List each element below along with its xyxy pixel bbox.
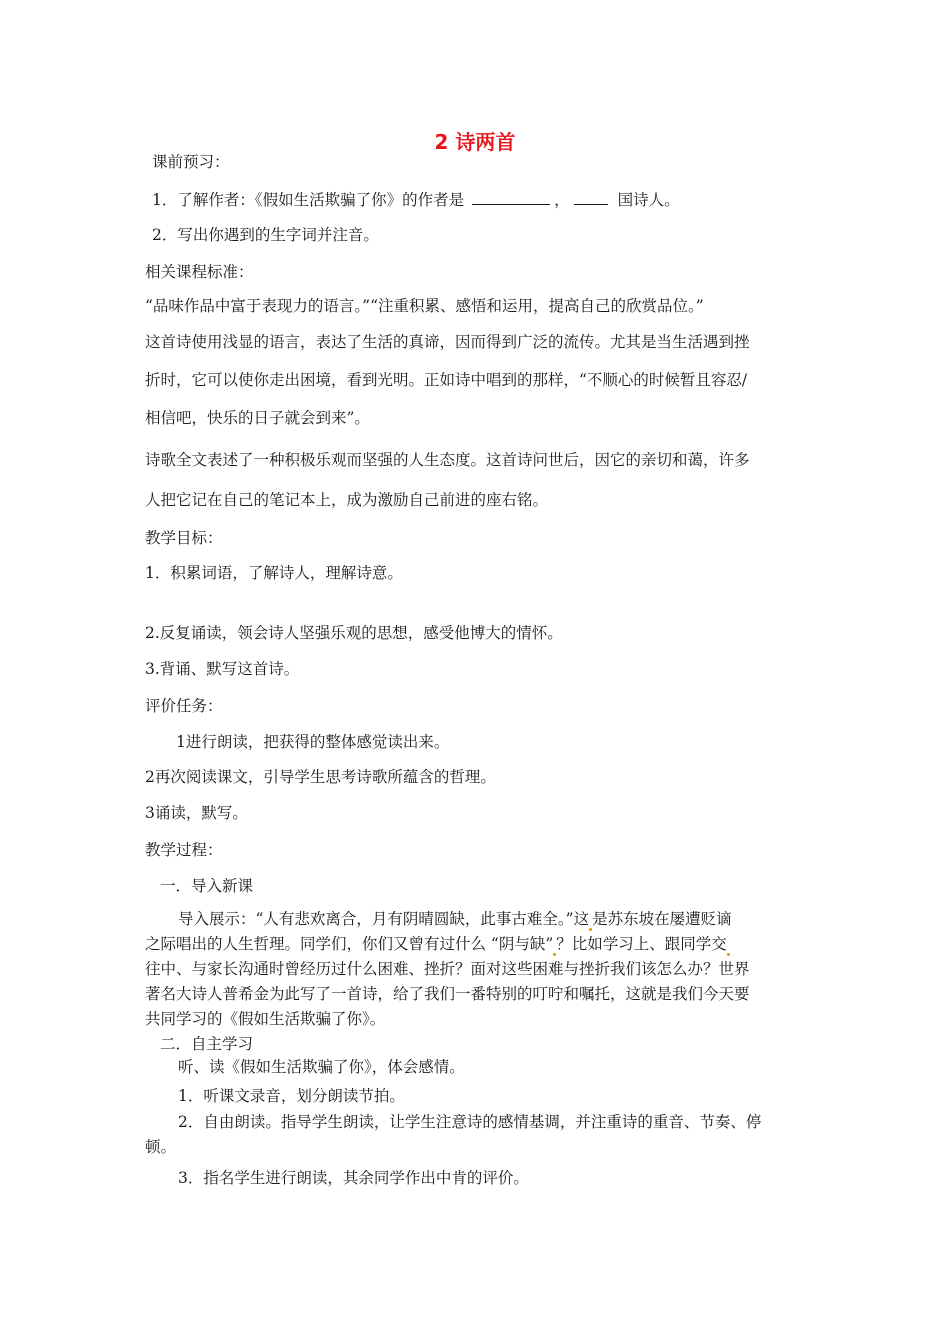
step1-line [178,907,732,932]
step2-item: 2．自由朗读。指导学生朗读，让学生注意诗的感情基调，并注重诗的重音、节奏、停 [178,1113,762,1131]
preview-item-2: 2．写出你遇到的生字词并注音。 [152,226,379,244]
standard-p2-line: 人把它记在自己的笔记本上，成为激励自己前进的座右铭。 [145,491,549,509]
preview-item-1-comma: ， [554,191,570,209]
step1-line: 共同学习的《假如生活欺骗了你》。 [145,1010,386,1028]
document-title: 2 诗两首 [434,130,516,154]
preview-item-1 [152,188,680,210]
eval-heading: 评价任务： [145,697,223,715]
nationality-blank [574,188,608,205]
eval-item: 2再次阅读课文，引导学生思考诗歌所蕴含的哲理。 [145,768,496,786]
step2-intro: 听、读《假如生活欺骗了你》，体会感情。 [178,1058,465,1076]
preview-item-1-text: 1．了解作者：《假如生活欺骗了你》的作者是 [152,191,465,209]
eval-item: 1进行朗读，把获得的整体感觉读出来。 [176,733,450,751]
standard-p1-line: 折时，它可以使你走出困境，看到光明。正如诗中唱到的那样，“不顺心的时候暂且容忍/ [145,371,748,389]
step1-line: 著名大诗人普希金为此写了一首诗，给了我们一番特别的叮咛和嘱托，这就是我们今天要 [145,985,750,1003]
standard-heading: 相关课程标准： [145,263,254,281]
goal-item: 2.反复诵读，领会诗人坚强乐观的思想，感受他博大的情怀。 [145,624,563,642]
step1-line-text: 导入展示：“人有悲欢离合，月有阴晴圆缺，此事古难全。”这 [178,910,590,928]
preview-heading: 课前预习： [152,153,230,171]
step2-item: 3．指名学生进行朗读，其余同学作出中肯的评价。 [178,1169,529,1187]
standard-p1-line: 这首诗使用浅显的语言，表达了生活的真谛，因而得到广泛的流传。尤其是当生活遇到挫 [145,333,750,351]
step1-line-text: ？比如学习上、跟同学交 [556,935,727,953]
step1-line-text: 之际唱出的人生哲理。同学们，你们又曾有过什么 “阴与缺” [145,935,554,953]
goal-item: 3.背诵、默写这首诗。 [145,660,300,678]
standard-p1-line: “品味作品中富于表现力的语言。”“注重积累、感悟和运用，提高自己的欣赏品位。” [145,297,704,315]
annotation-dot [727,953,730,956]
standard-p1-line: 相信吧，快乐的日子就会到来”。 [145,409,370,427]
goal-item: 1．积累词语，了解诗人，理解诗意。 [145,564,403,582]
step1-line: 往中、与家长沟通时曾经历过什么困难、挫折？面对这些困难与挫折我们该怎么办？世界 [145,960,750,978]
step1-line-text: 是苏东坡在屡遭贬谪 [592,910,732,928]
goals-heading: 教学目标： [145,529,223,547]
preview-item-1-tail: 国诗人。 [617,191,680,209]
eval-item: 3诵读，默写。 [145,804,248,822]
step2-heading: 二．自主学习 [160,1035,254,1053]
step1-heading: 一．导入新课 [160,877,254,895]
standard-p2-line: 诗歌全文表述了一种积极乐观而坚强的人生态度。这首诗问世后，因它的亲切和蔼，许多 [145,451,750,469]
step2-item: 1．听课文录音，划分朗读节拍。 [178,1087,405,1105]
step2-item-continued: 顿。 [145,1138,177,1156]
process-heading: 教学过程： [145,841,223,859]
author-blank [472,188,550,205]
step1-line [145,932,730,957]
